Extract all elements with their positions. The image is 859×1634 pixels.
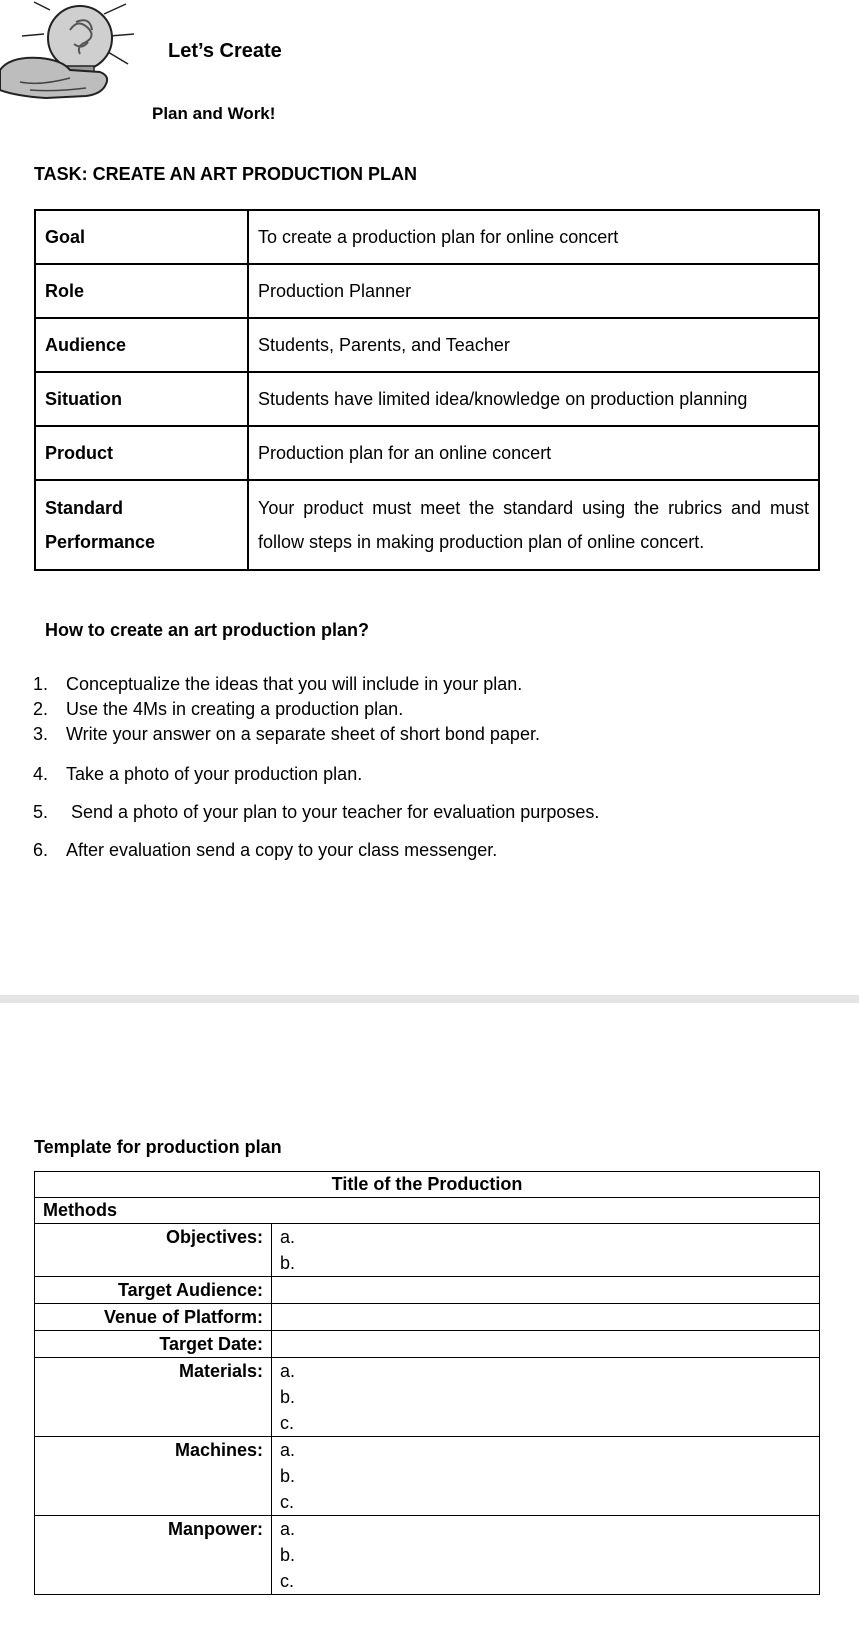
goal-value: To create a production plan for online concert bbox=[248, 210, 819, 264]
table-row bbox=[35, 1172, 820, 1198]
target-audience-field[interactable] bbox=[272, 1277, 820, 1304]
step-number: 4. bbox=[33, 764, 49, 784]
list-item: a. bbox=[280, 1361, 296, 1381]
machines-label: Machines: bbox=[174, 1440, 263, 1460]
role-label: Role bbox=[35, 264, 248, 318]
list-item: b. bbox=[280, 1545, 296, 1565]
list-item: c. bbox=[280, 1571, 295, 1591]
audience-label: Audience bbox=[35, 318, 248, 372]
list-item bbox=[33, 840, 497, 861]
table-row bbox=[35, 372, 819, 426]
table-row bbox=[35, 1516, 820, 1595]
list-item: a. bbox=[280, 1519, 296, 1539]
table-row bbox=[35, 426, 819, 480]
table-row bbox=[35, 1304, 820, 1331]
production-plan-template bbox=[34, 1171, 820, 1595]
page-subtitle: Plan and Work! bbox=[152, 104, 276, 123]
venue-label: Venue of Platform: bbox=[103, 1307, 263, 1327]
target-audience-label: Target Audience: bbox=[117, 1280, 263, 1300]
table-row bbox=[35, 1437, 820, 1516]
step-text: After evaluation send a copy to your class messenger. bbox=[66, 840, 498, 860]
role-value: Production Planner bbox=[248, 264, 819, 318]
step-number: 3. bbox=[33, 724, 49, 744]
target-date-field[interactable] bbox=[272, 1331, 820, 1358]
step-text: Conceptualize the ideas that you will include in your plan. bbox=[66, 674, 523, 694]
step-number: 2. bbox=[33, 699, 49, 719]
materials-field[interactable] bbox=[272, 1358, 820, 1437]
manpower-field[interactable] bbox=[272, 1516, 820, 1595]
target-date-label: Target Date: bbox=[159, 1334, 263, 1354]
list-item bbox=[33, 699, 403, 720]
page-title: Let’s Create bbox=[168, 40, 282, 62]
step-text: Take a photo of your production plan. bbox=[66, 764, 363, 784]
list-item: b. bbox=[280, 1466, 296, 1486]
table-row bbox=[35, 264, 819, 318]
methods-cell: Methods bbox=[35, 1198, 820, 1224]
template-heading: Template for production plan bbox=[34, 1137, 282, 1157]
performance-label: Performance bbox=[45, 532, 156, 552]
audience-value: Students, Parents, and Teacher bbox=[248, 318, 819, 372]
situation-value: Students have limited idea/knowledge on production planning bbox=[248, 372, 819, 426]
step-text: Use the 4Ms in creating a production plan. bbox=[66, 699, 404, 719]
table-row bbox=[35, 1358, 820, 1437]
table-row bbox=[35, 1331, 820, 1358]
list-item bbox=[33, 724, 540, 745]
venue-field[interactable] bbox=[272, 1304, 820, 1331]
step-number: 1. bbox=[33, 674, 49, 694]
list-item: a. bbox=[280, 1227, 296, 1247]
step-number: 6. bbox=[33, 840, 49, 860]
list-item bbox=[33, 802, 599, 823]
table-row bbox=[35, 1198, 820, 1224]
table-row bbox=[35, 1277, 820, 1304]
goal-label: Goal bbox=[35, 210, 248, 264]
page-separator bbox=[0, 995, 859, 1003]
list-item: b. bbox=[280, 1253, 296, 1273]
list-item bbox=[33, 764, 362, 785]
table-row bbox=[35, 318, 819, 372]
objectives-label: Objectives: bbox=[165, 1227, 263, 1247]
product-value: Production plan for an online concert bbox=[248, 426, 819, 480]
table-row bbox=[35, 210, 819, 264]
step-number: 5. bbox=[33, 802, 49, 822]
production-title-cell: Title of the Production bbox=[35, 1172, 820, 1198]
step-text: Send a photo of your plan to your teacher for evaluation purposes. bbox=[66, 802, 600, 822]
step-text: Write your answer on a separate sheet of short bond paper. bbox=[66, 724, 540, 744]
task-heading: TASK: CREATE AN ART PRODUCTION PLAN bbox=[34, 164, 417, 184]
standard-performance-value: Your product must meet the standard using the rubrics and must follow steps in making production plan of online concert. bbox=[248, 480, 819, 570]
table-row bbox=[35, 1224, 820, 1277]
machines-field[interactable] bbox=[272, 1437, 820, 1516]
standard-performance-label bbox=[35, 480, 248, 570]
how-to-heading: How to create an art production plan? bbox=[45, 620, 370, 640]
list-item: c. bbox=[280, 1413, 295, 1433]
list-item bbox=[33, 674, 522, 695]
standard-label: Standard bbox=[45, 498, 124, 518]
list-item: a. bbox=[280, 1440, 296, 1460]
objectives-field[interactable] bbox=[272, 1224, 820, 1277]
grasps-table bbox=[34, 209, 820, 571]
list-item: b. bbox=[280, 1387, 296, 1407]
materials-label: Materials: bbox=[178, 1361, 263, 1381]
table-row bbox=[35, 480, 819, 570]
manpower-label: Manpower: bbox=[167, 1519, 263, 1539]
situation-label: Situation bbox=[35, 372, 248, 426]
product-label: Product bbox=[35, 426, 248, 480]
hand-holding-lightbulb-icon bbox=[0, 0, 140, 100]
list-item: c. bbox=[280, 1492, 295, 1512]
